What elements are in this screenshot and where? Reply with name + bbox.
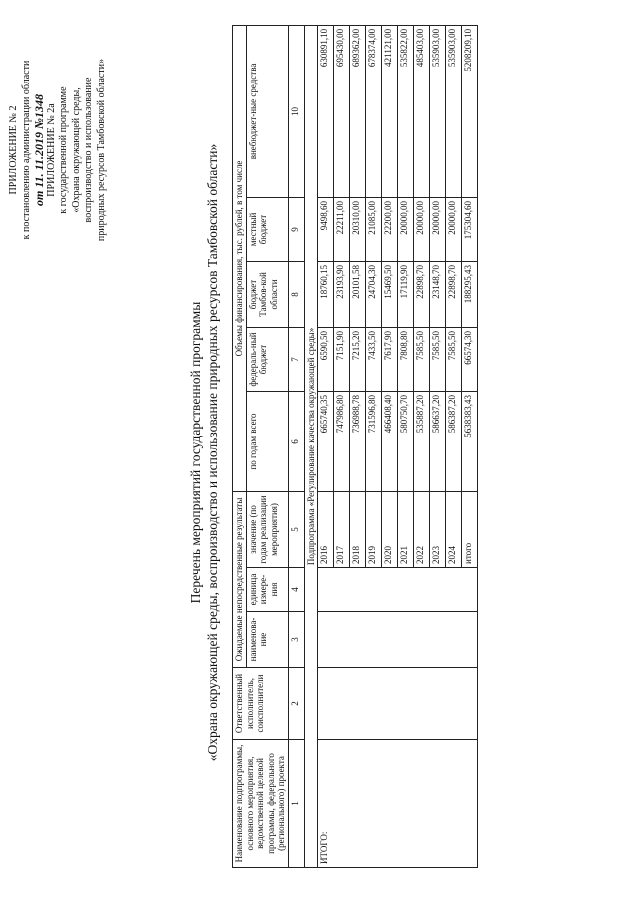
local-budget: 20000,00	[430, 197, 446, 261]
federal-budget: 7808,80	[398, 327, 414, 391]
local-budget: 22200,00	[382, 197, 398, 261]
local-budget: 20000,00	[414, 197, 430, 261]
extra-budget: 678374,00	[366, 25, 382, 197]
total-by-year: 580750,70	[398, 391, 414, 491]
federal-budget: 6590,50	[318, 327, 334, 391]
appendix-block	[8, 10, 108, 290]
extra-budget: 535822,00	[398, 25, 414, 197]
regional-budget: 23148,70	[430, 261, 446, 327]
result-name-cell	[318, 612, 478, 668]
local-budget: 20000,00	[446, 197, 462, 261]
result-year: 2023	[430, 491, 446, 567]
federal-budget: 7617,90	[382, 327, 398, 391]
result-year: 2019	[366, 491, 382, 567]
header-funding: Объемы финансирования, тыс. рублей, в том числе	[233, 25, 247, 491]
federal-budget: 7585,50	[414, 327, 430, 391]
result-year: 2018	[350, 491, 366, 567]
header-results: Ожидаемые непосредственные результаты	[233, 491, 247, 667]
result-year: 2024	[446, 491, 462, 567]
appendix-line: воспроизводство и использование	[83, 77, 94, 223]
result-year: 2021	[398, 491, 414, 567]
header-total-by-years: по годам всего	[246, 391, 288, 491]
header-local: местный бюджет	[246, 197, 288, 261]
col-number: 10	[288, 25, 304, 197]
regional-budget: 22898,70	[414, 261, 430, 327]
federal-budget: 7585,50	[446, 327, 462, 391]
result-year: 2016	[318, 491, 334, 567]
col-number: 6	[288, 391, 304, 491]
result-year: 2020	[382, 491, 398, 567]
local-budget: 20310,00	[350, 197, 366, 261]
col-number: 7	[288, 327, 304, 391]
appendix-line: к постановлению администрации области	[20, 60, 32, 240]
col-number: 2	[288, 668, 304, 740]
appendix-line: «Охрана окружающей среды,	[70, 87, 82, 213]
result-year: 2017	[334, 491, 350, 567]
appendix-line: природных ресурсов Тамбовской области»	[95, 58, 107, 242]
header-executor: Ответственный исполнитель, соисполнители	[233, 668, 289, 740]
title-line-2: «Охрана окружающей среды, воспроизводство и использование природных ресурсов Тамбовской области»	[205, 143, 220, 762]
extra-budget: 535903,00	[446, 25, 462, 197]
table-row	[318, 25, 334, 867]
regional-budget: 17119,90	[398, 261, 414, 327]
regional-budget: 18760,15	[318, 261, 334, 327]
federal-budget: 7215,20	[350, 327, 366, 391]
appendix-date-handwritten: от 11. 11.2019 №1348	[32, 94, 46, 206]
extra-budget: 421121,00	[382, 25, 398, 197]
federal-budget: 7433,50	[366, 327, 382, 391]
header-extra: внебюджет-ные средства	[246, 25, 288, 197]
total-by-year: 466408,40	[382, 391, 398, 491]
total-label: итого	[462, 491, 478, 567]
itogo-label: ИТОГО:	[318, 740, 478, 868]
executor-cell	[318, 668, 478, 740]
total-by-year: 586637,20	[430, 391, 446, 491]
extra-budget: 630891,10	[318, 25, 334, 197]
extra-budget: 535903,00	[430, 25, 446, 197]
col-number: 8	[288, 261, 304, 327]
header-name: Наименование подпрограммы, основного мероприятия, ведомственной целевой программы, федерального (регионального) проекта	[233, 740, 289, 868]
measures-table	[232, 25, 478, 868]
header-result-unit: единица измере-ния	[246, 568, 288, 612]
subprogram-title: Подпрограмма «Регулирование качества окружающей среды»	[304, 25, 318, 867]
regional-budget: 15469,50	[382, 261, 398, 327]
col-number: 9	[288, 197, 304, 261]
grand-total: 5638383,43	[462, 391, 478, 491]
col-number: 1	[288, 740, 304, 868]
appendix-line: ПРИЛОЖЕНИЕ № 2	[8, 105, 19, 195]
header-federal: федераль-ный бюджет	[246, 327, 288, 391]
col-number: 4	[288, 568, 304, 612]
local-budget: 22211,00	[334, 197, 350, 261]
appendix-line: к государственной программе	[58, 86, 69, 214]
local-total: 175304,60	[462, 197, 478, 261]
document-title	[187, 0, 221, 905]
header-result-value: значение (по годам реализации мероприятия)	[246, 491, 288, 567]
title-line-1: Перечень мероприятий государственной программы	[188, 301, 203, 604]
result-year: 2022	[414, 491, 430, 567]
local-budget: 9498,60	[318, 197, 334, 261]
extra-total: 5208209,10	[462, 25, 478, 197]
col-number: 5	[288, 491, 304, 567]
total-by-year: 747986,80	[334, 391, 350, 491]
federal-budget: 7585,50	[430, 327, 446, 391]
total-by-year: 665740,35	[318, 391, 334, 491]
federal-budget: 7151,90	[334, 327, 350, 391]
total-by-year: 731596,80	[366, 391, 382, 491]
regional-budget: 20101,58	[350, 261, 366, 327]
appendix-line: ПРИЛОЖЕНИЕ № 2а	[45, 103, 57, 197]
local-budget: 20000,00	[398, 197, 414, 261]
extra-budget: 689362,00	[350, 25, 366, 197]
local-budget: 21085,00	[366, 197, 382, 261]
federal-total: 66574,30	[462, 327, 478, 391]
header-regional: бюджет Тамбов-кой области	[246, 261, 288, 327]
header-result-name: наименова-ние	[246, 612, 288, 668]
regional-budget: 23193,90	[334, 261, 350, 327]
regional-budget: 24704,30	[366, 261, 382, 327]
extra-budget: 695430,00	[334, 25, 350, 197]
total-by-year: 535887,20	[414, 391, 430, 491]
col-number: 3	[288, 612, 304, 668]
total-by-year: 586387,20	[446, 391, 462, 491]
extra-budget: 485403,00	[414, 25, 430, 197]
regional-total: 188295,43	[462, 261, 478, 327]
regional-budget: 22898,70	[446, 261, 462, 327]
total-by-year: 736988,78	[350, 391, 366, 491]
result-unit-cell	[318, 568, 478, 612]
